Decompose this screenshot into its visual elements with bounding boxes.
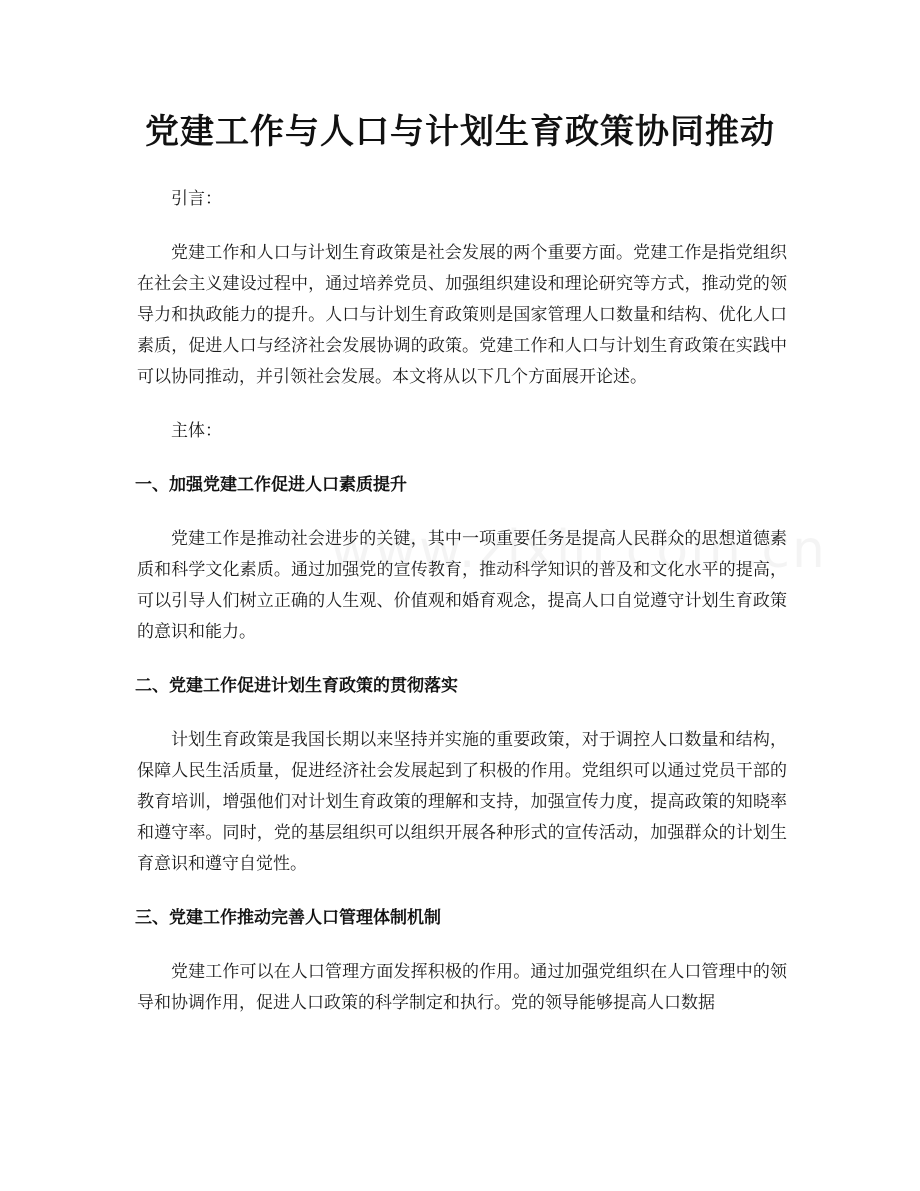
document-body [137,184,787,1019]
body-label: 主体： [171,421,222,441]
section-paragraph-2: 计划生育政策是我国长期以来坚持并实施的重要政策，对于调控人口数量和结构，保障人民生活质量，促进经济社会发展起到了积极的作用。党组织可以通过党员干部的教育培训，增强他们对计划生育政策的理解和支持，加强宣传力度，提高政策的知晓率和遵守率。同时，党的基层组织可以组织开展各种形式的宣传活动，加强群众的计划生育意识和遵守自觉性。 [137,730,787,874]
intro-label: 引言： [171,189,222,209]
document-title: 党建工作与人口与计划生育政策协同推动 [145,112,775,152]
section-heading-2: 二、党建工作促进计划生育政策的贯彻落实 [135,676,458,696]
section-paragraph-1: 党建工作是推动社会进步的关键，其中一项重要任务是提高人民群众的思想道德素质和科学文化素质。通过加强党的宣传教育，推动科学知识的普及和文化水平的提高，可以引导人们树立正确的人生观、价值观和婚育观念，提高人口自觉遵守计划生育政策的意识和能力。 [137,529,787,642]
section-heading-3: 三、党建工作推动完善人口管理体制机制 [135,908,441,928]
section-heading-1: 一、加强党建工作促进人口素质提升 [135,475,407,495]
intro-paragraph: 党建工作和人口与计划生育政策是社会发展的两个重要方面。党建工作是指党组织在社会主义建设过程中，通过培养党员、加强组织建设和理论研究等方式，推动党的领导力和执政能力的提升。人口与计划生育政策则是国家管理人口数量和结构、优化人口素质，促进人口与经济社会发展协调的政策。党建工作和人口与计划生育政策在实践中可以协同推动，并引领社会发展。本文将从以下几个方面展开论述。 [137,243,787,387]
section-paragraph-3: 党建工作可以在人口管理方面发挥积极的作用。通过加强党组织在人口管理中的领导和协调作用，促进人口政策的科学制定和执行。党的领导能够提高人口数据 [137,962,787,1013]
